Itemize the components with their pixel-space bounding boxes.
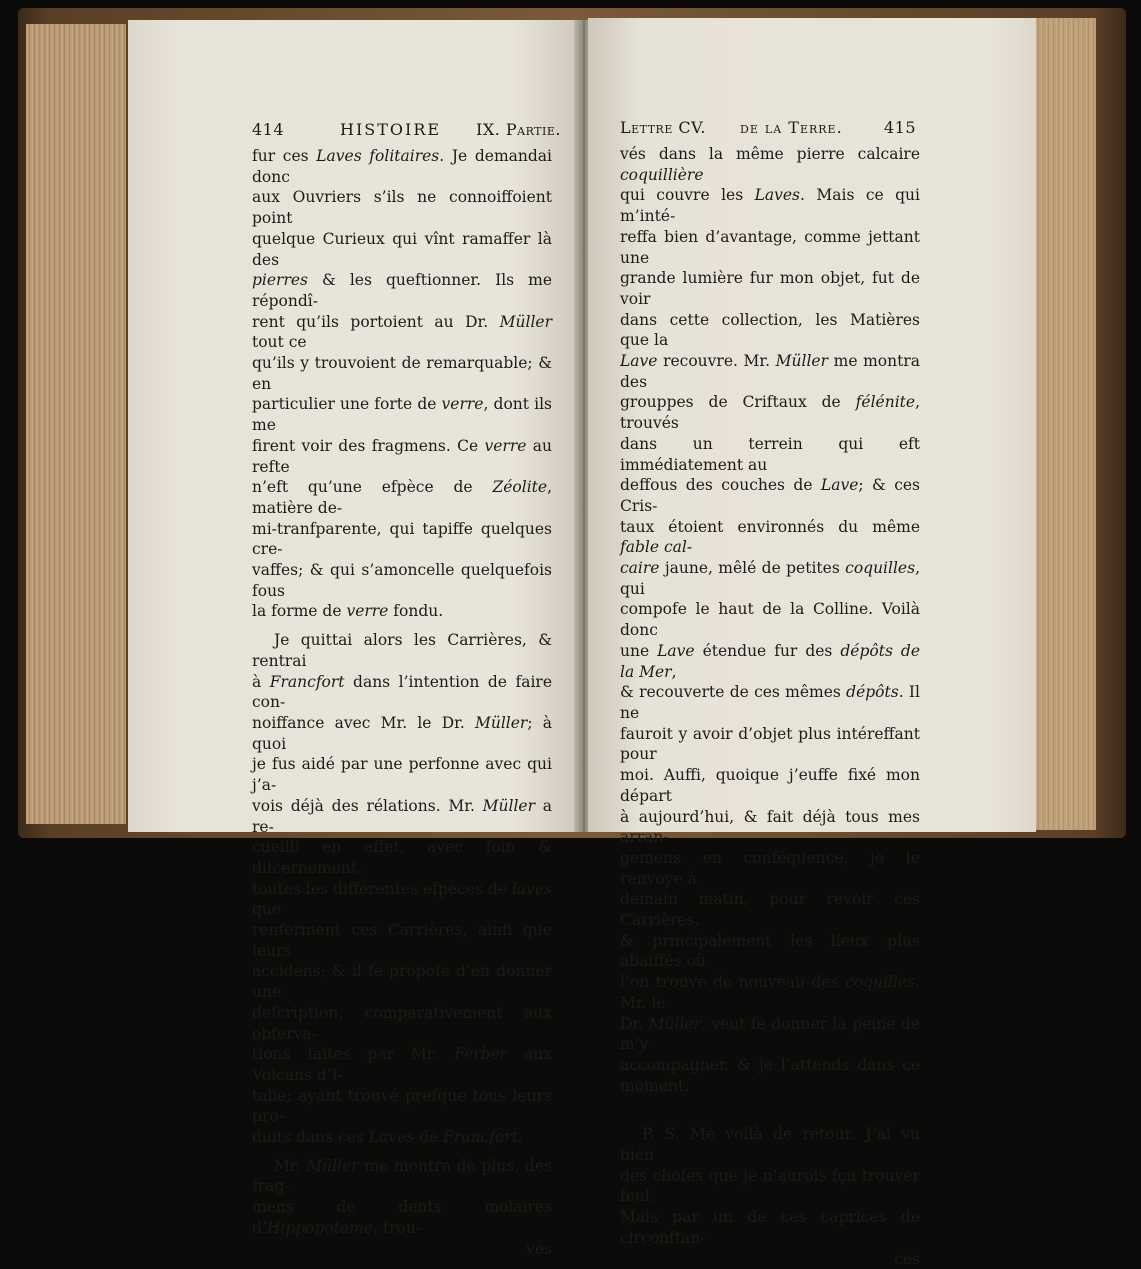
text-line: une Lave étendue fur des dépôts de la Mer, <box>620 641 920 681</box>
text-line: caire jaune, mêlé de petites coquilles, qui <box>620 559 920 598</box>
text-line: reffa bien d’avantage, comme jettant une <box>620 227 920 267</box>
text-line: mi-tranfparente, qui tapiffe quelques cre- <box>252 519 552 559</box>
text-line: toutes les différentes efpèces de laves que <box>252 879 552 919</box>
right-head-title: de la Terre. <box>740 118 843 137</box>
text-line: P. S. Me voilà de retour. J’ai vu bien <box>620 1125 920 1165</box>
text-line: defcription, comparativement aux obferva- <box>252 1003 552 1043</box>
right-body-text <box>620 144 920 1269</box>
text-line: fur ces Laves folitaires. Je demandai donc <box>252 147 552 186</box>
left-para-2 <box>252 630 552 1148</box>
text-line: aux Ouvriers s’ils ne connoiffoient point <box>252 188 552 228</box>
page-edges-left <box>26 24 126 824</box>
left-page <box>128 20 580 1258</box>
text-line: des chofes que je n’aurois fçu trouver feul. <box>620 1166 920 1206</box>
text-line: particulier une forte de verre, dont ils me <box>252 395 552 435</box>
text-line: Mais par un de ces caprices de circonftan- <box>620 1208 920 1247</box>
text-line: dans un terrein qui eft immédiatement au <box>620 434 920 474</box>
text-line: accidens; & il fe propofe d’en donner une <box>252 962 552 1002</box>
left-head-title: HISTOIRE <box>340 120 442 139</box>
text-line: dans cette collection, les Matières que la <box>620 310 920 350</box>
text-line: grande lumière fur mon objet, fut de voir <box>620 269 920 308</box>
text-line: rent qu’ils portoient au Dr. Müller tout ce <box>252 312 552 352</box>
text-line: qu’ils y trouvoient de remarquable; & en <box>252 354 552 393</box>
text-line: Dr. Müller, veut fe donner la peine de m’y <box>620 1014 920 1054</box>
text-line: accompagner, & je l’attends dans ce moment. <box>620 1055 920 1095</box>
left-head-part: IX. Partie. <box>476 120 561 139</box>
right-para-ps <box>620 1124 920 1248</box>
text-line: n’eft qu’une efpèce de Zéolite, matière de- <box>252 478 552 517</box>
left-para-1 <box>252 146 552 622</box>
text-line: Je quittai alors les Carrières, & rentrai <box>252 631 552 670</box>
left-catchword: vés <box>526 1239 552 1258</box>
left-page-number: 414 <box>252 120 285 139</box>
right-catchword: ces <box>894 1249 920 1268</box>
text-line: vois déjà des rélations. Mr. Müller a re- <box>252 796 552 836</box>
text-line: talie; ayant trouvé prefque tous leurs pro- <box>252 1086 552 1126</box>
text-line: Mr. Müller me montra de plus, des frag- <box>252 1156 552 1196</box>
right-page <box>588 18 1036 1268</box>
text-line: & recouverte de ces mêmes dépôts. Il ne <box>620 683 920 722</box>
text-line: vés dans la même pierre calcaire coquillière <box>620 145 920 184</box>
left-body-text <box>252 146 552 1259</box>
text-line: deffous des couches de Lave; & ces Cris- <box>620 476 920 515</box>
text-line: noiffance avec Mr. le Dr. Müller; à quoi <box>252 713 553 753</box>
text-line: l’on trouve de nouveau des coquilles. Mr. le <box>620 973 920 1012</box>
text-line: fauroit y avoir d’objet plus intéreffant pour <box>620 724 920 764</box>
left-para-3 <box>252 1156 552 1239</box>
left-running-head <box>252 120 564 144</box>
text-line: taux étoient environnés du même fable cal- <box>620 517 920 557</box>
right-running-head <box>620 118 920 142</box>
text-line: firent voir des fragmens. Ce verre au refte <box>252 436 552 476</box>
text-line: vaffes; & qui s’amoncelle quelquefois fous <box>252 561 552 600</box>
right-para-1 <box>620 144 920 1096</box>
text-line: Lave recouvre. Mr. Müller me montra des <box>620 352 920 391</box>
text-line: cueilli en effet, avec foin & difcernement, <box>252 838 552 877</box>
text-line: quelque Curieux qui vînt ramaffer là des <box>252 229 552 269</box>
text-line: moi. Auffi, quoique j’euffe fixé mon départ <box>620 766 920 805</box>
text-line: compofe le haut de la Colline. Voilà donc <box>620 600 920 640</box>
text-line: renferment ces Carrières, ainfi que leurs <box>252 921 552 960</box>
text-line: gemens en conféquence, je le renvoye à <box>620 848 920 888</box>
page-edges-right <box>1030 18 1096 830</box>
text-line: à Francfort dans l’intention de faire con- <box>252 672 552 712</box>
text-line: demain matin, pour revoir ces Carrières, <box>620 890 920 930</box>
text-line: pierres & les queftionner. Ils me répondî- <box>252 271 552 310</box>
text-line: grouppes de Criftaux de félénite, trouvés <box>620 393 920 433</box>
text-line: mens de dents molaires d’Hippopotame, trou- <box>252 1198 552 1237</box>
text-line: la forme de verre fondu. <box>252 602 444 621</box>
text-line: qui couvre les Laves. Mais ce qui m’inté- <box>620 186 920 226</box>
right-head-letter: Lettre CV. <box>620 118 707 137</box>
text-line: duits dans ces Laves de Francfort. <box>252 1128 523 1147</box>
text-line: tions faites par Mr. Ferber aux Volcans d’I- <box>252 1045 552 1084</box>
text-line: & principalement les lieux plus abaiffés où <box>620 931 920 971</box>
text-line: à aujourd’hui, & fait déjà tous mes arran- <box>620 807 920 847</box>
right-page-number: 415 <box>884 118 917 137</box>
text-line: je fus aidé par une perfonne avec qui j’a- <box>252 755 552 795</box>
